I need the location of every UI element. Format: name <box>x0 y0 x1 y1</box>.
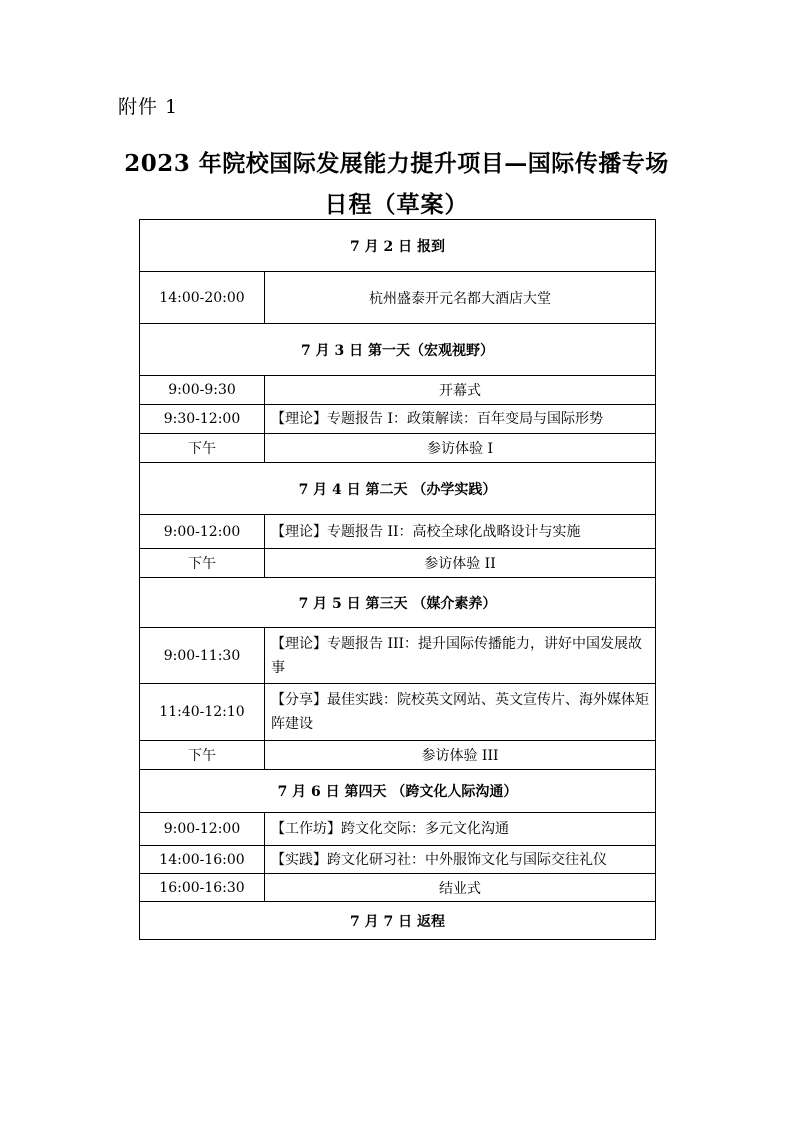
document-subtitle: 日程（草案） <box>324 191 469 218</box>
schedule-row <box>140 272 656 324</box>
schedule-row <box>140 434 656 463</box>
day-header-row <box>140 902 656 940</box>
time-cell: 16:00-16:30 <box>140 874 265 902</box>
schedule-row <box>140 741 656 770</box>
activity-cell: 结业式 <box>265 874 656 902</box>
activity-cell: 【理论】专题报告 III：提升国际传播能力，讲好中国发展故事 <box>265 628 656 684</box>
time-cell: 14:00-16:00 <box>140 846 265 874</box>
day-header-row <box>140 324 656 376</box>
day-header: 7 月 7 日 返程 <box>140 902 656 940</box>
activity-cell: 【工作坊】跨文化交际：多元文化沟通 <box>265 813 656 846</box>
schedule-row <box>140 628 656 684</box>
time-cell: 9:00-12:00 <box>140 515 265 549</box>
day-header: 7 月 2 日 报到 <box>140 220 656 272</box>
time-cell: 9:30-12:00 <box>140 405 265 434</box>
time-cell: 14:00-20:00 <box>140 272 265 324</box>
activity-cell: 【分享】最佳实践：院校英文网站、英文宣传片、海外媒体矩阵建设 <box>265 684 656 741</box>
activity-cell: 【理论】专题报告 I：政策解读：百年变局与国际形势 <box>265 405 656 434</box>
activity-cell: 参访体验 I <box>265 434 656 463</box>
day-header: 7 月 5 日 第三天 （媒介素养） <box>140 578 656 628</box>
schedule-row <box>140 874 656 902</box>
schedule-row <box>140 684 656 741</box>
activity-cell: 参访体验 II <box>265 549 656 578</box>
schedule-row <box>140 846 656 874</box>
time-cell: 9:00-11:30 <box>140 628 265 684</box>
day-header-row <box>140 770 656 813</box>
activity-cell: 杭州盛泰开元名都大酒店大堂 <box>265 272 656 324</box>
day-header-row <box>140 463 656 515</box>
schedule-row <box>140 405 656 434</box>
activity-cell: 【理论】专题报告 II：高校全球化战略设计与实施 <box>265 515 656 549</box>
time-cell: 9:00-12:00 <box>140 813 265 846</box>
schedule-row <box>140 813 656 846</box>
schedule-row <box>140 376 656 405</box>
time-cell: 9:00-9:30 <box>140 376 265 405</box>
day-header: 7 月 3 日 第一天（宏观视野） <box>140 324 656 376</box>
time-cell: 11:40-12:10 <box>140 684 265 741</box>
day-header-row <box>140 578 656 628</box>
schedule-row <box>140 549 656 578</box>
day-header: 7 月 4 日 第二天 （办学实践） <box>140 463 656 515</box>
day-header-row <box>140 220 656 272</box>
activity-cell: 开幕式 <box>265 376 656 405</box>
document-title: 2023 年院校国际发展能力提升项目—国际传播专场 <box>124 150 669 177</box>
schedule-table <box>139 219 656 940</box>
activity-cell: 【实践】跨文化研习社：中外服饰文化与国际交往礼仪 <box>265 846 656 874</box>
activity-cell: 参访体验 III <box>265 741 656 770</box>
time-cell: 下午 <box>140 741 265 770</box>
time-cell: 下午 <box>140 434 265 463</box>
schedule-row <box>140 515 656 549</box>
day-header: 7 月 6 日 第四天 （跨文化人际沟通） <box>140 770 656 813</box>
time-cell: 下午 <box>140 549 265 578</box>
attachment-label: 附件 1 <box>118 96 179 118</box>
